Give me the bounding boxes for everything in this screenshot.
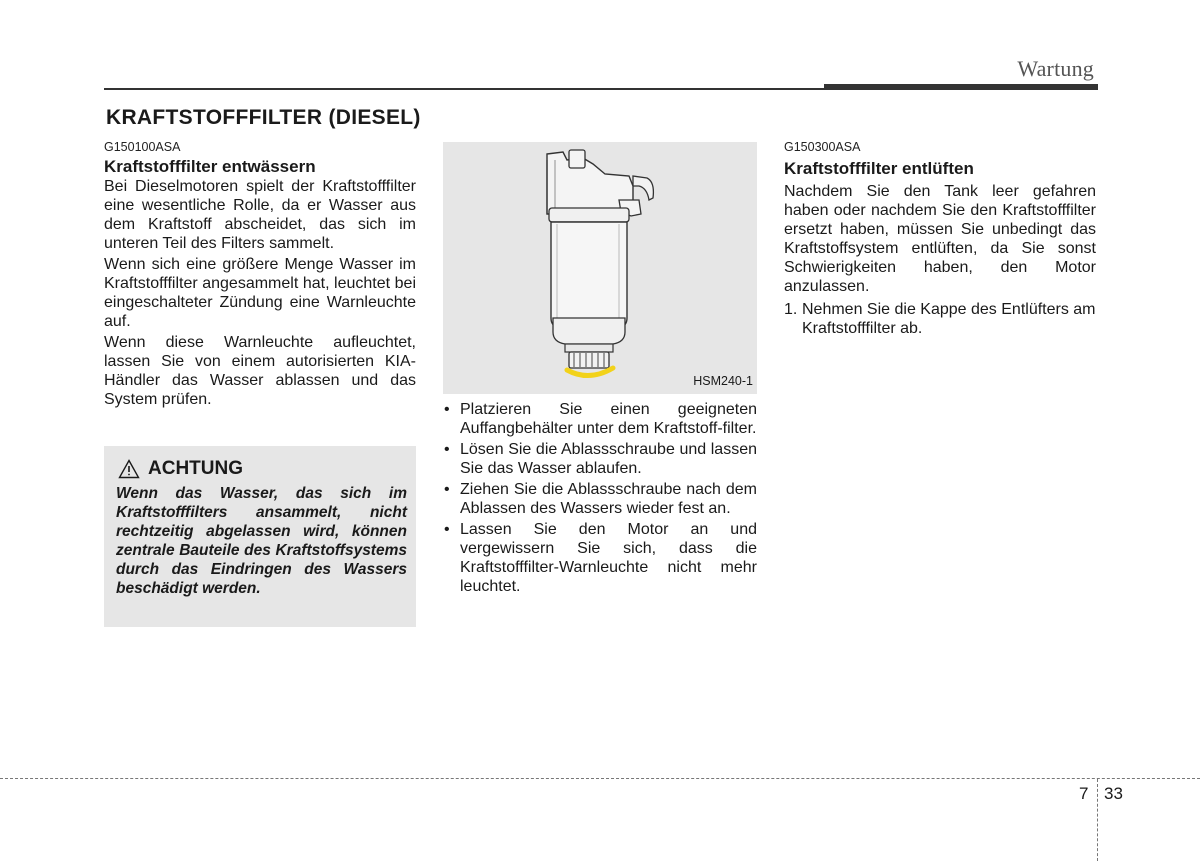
list-item: • Ziehen Sie die Ablassschraube nach dem Ablassen des Wassers wieder fest an. — [443, 480, 757, 518]
warning-box — [104, 446, 416, 627]
page-number: 33 — [1104, 784, 1123, 803]
paragraph: Wenn diese Warnleuchte aufleuchtet, lassen Sie von einem autorisierten KIA-Händler das Wasser ablassen und das System prüfen. — [104, 334, 416, 408]
step-text: Nehmen Sie die Kappe des Entlüfters am Kraftstofffilter ab. — [802, 301, 1096, 337]
warning-triangle-icon — [118, 459, 140, 479]
list-item: • Lassen Sie den Motor an und vergewissern Sie sich, dass die Kraftstofffilter-Warnleuchte nicht mehr leuchtet. — [443, 520, 757, 596]
chapter-title: Wartung — [1017, 56, 1094, 81]
footer-divider-vertical — [1097, 779, 1098, 861]
step-list — [784, 300, 1096, 338]
paragraph: Bei Dieselmotoren spielt der Kraftstofffilter eine wesentliche Rolle, da er Wasser aus dem Kraftstoff abscheidet, das sich im unteren Teil des Filters sammelt. — [104, 178, 416, 252]
chapter-number: 7 — [1079, 784, 1089, 803]
subheading: Kraftstofffilter entwässern — [104, 157, 316, 176]
right-column — [784, 140, 1096, 338]
paragraph: Wenn sich eine größere Menge Wasser im Kraftstofffilter angesammelt hat, leuchtet bei eingeschalteter Zündung eine Warnleuchte auf. — [104, 256, 416, 330]
fuel-filter-figure — [443, 142, 757, 394]
step-number: 1. — [784, 301, 798, 318]
section-code: G150300ASA — [784, 140, 861, 154]
list-item: • Lösen Sie die Ablassschraube und lassen Sie das Wasser ablaufen. — [443, 440, 757, 478]
section-code: G150100ASA — [104, 140, 181, 154]
left-column — [104, 140, 416, 411]
middle-column — [443, 142, 757, 598]
warning-title: ACHTUNG — [148, 458, 243, 479]
list-item — [784, 300, 1096, 338]
warning-text: Wenn das Wasser, das sich im Kraftstofffilters ansammelt, nicht rechtzeitig abgelassen wird, können zentrale Bauteile des Kraftstoffsystems durch das Eindringen des Wassers beschädigt werden. — [116, 485, 407, 597]
footer-divider — [0, 778, 1200, 779]
header-rule-accent — [824, 84, 1098, 90]
fuel-filter-illustration — [443, 142, 757, 394]
warning-header — [118, 458, 243, 480]
list-item: • Platzieren Sie einen geeigneten Auffangbehälter unter dem Kraftstoff-filter. — [443, 400, 757, 438]
section-title: KRAFTSTOFFFILTER (DIESEL) — [106, 106, 421, 129]
figure-label: HSM240-1 — [693, 374, 753, 388]
instruction-list — [443, 400, 757, 596]
paragraph: Nachdem Sie den Tank leer gefahren haben oder nachdem Sie den Kraftstofffilter ersetzt haben, müssen Sie unbedingt das Kraftstoffsystem entlüften, da Sie sonst Schwierigkeiten haben, den Motor anzulassen. — [784, 183, 1096, 295]
subheading: Kraftstofffilter entlüften — [784, 159, 974, 178]
